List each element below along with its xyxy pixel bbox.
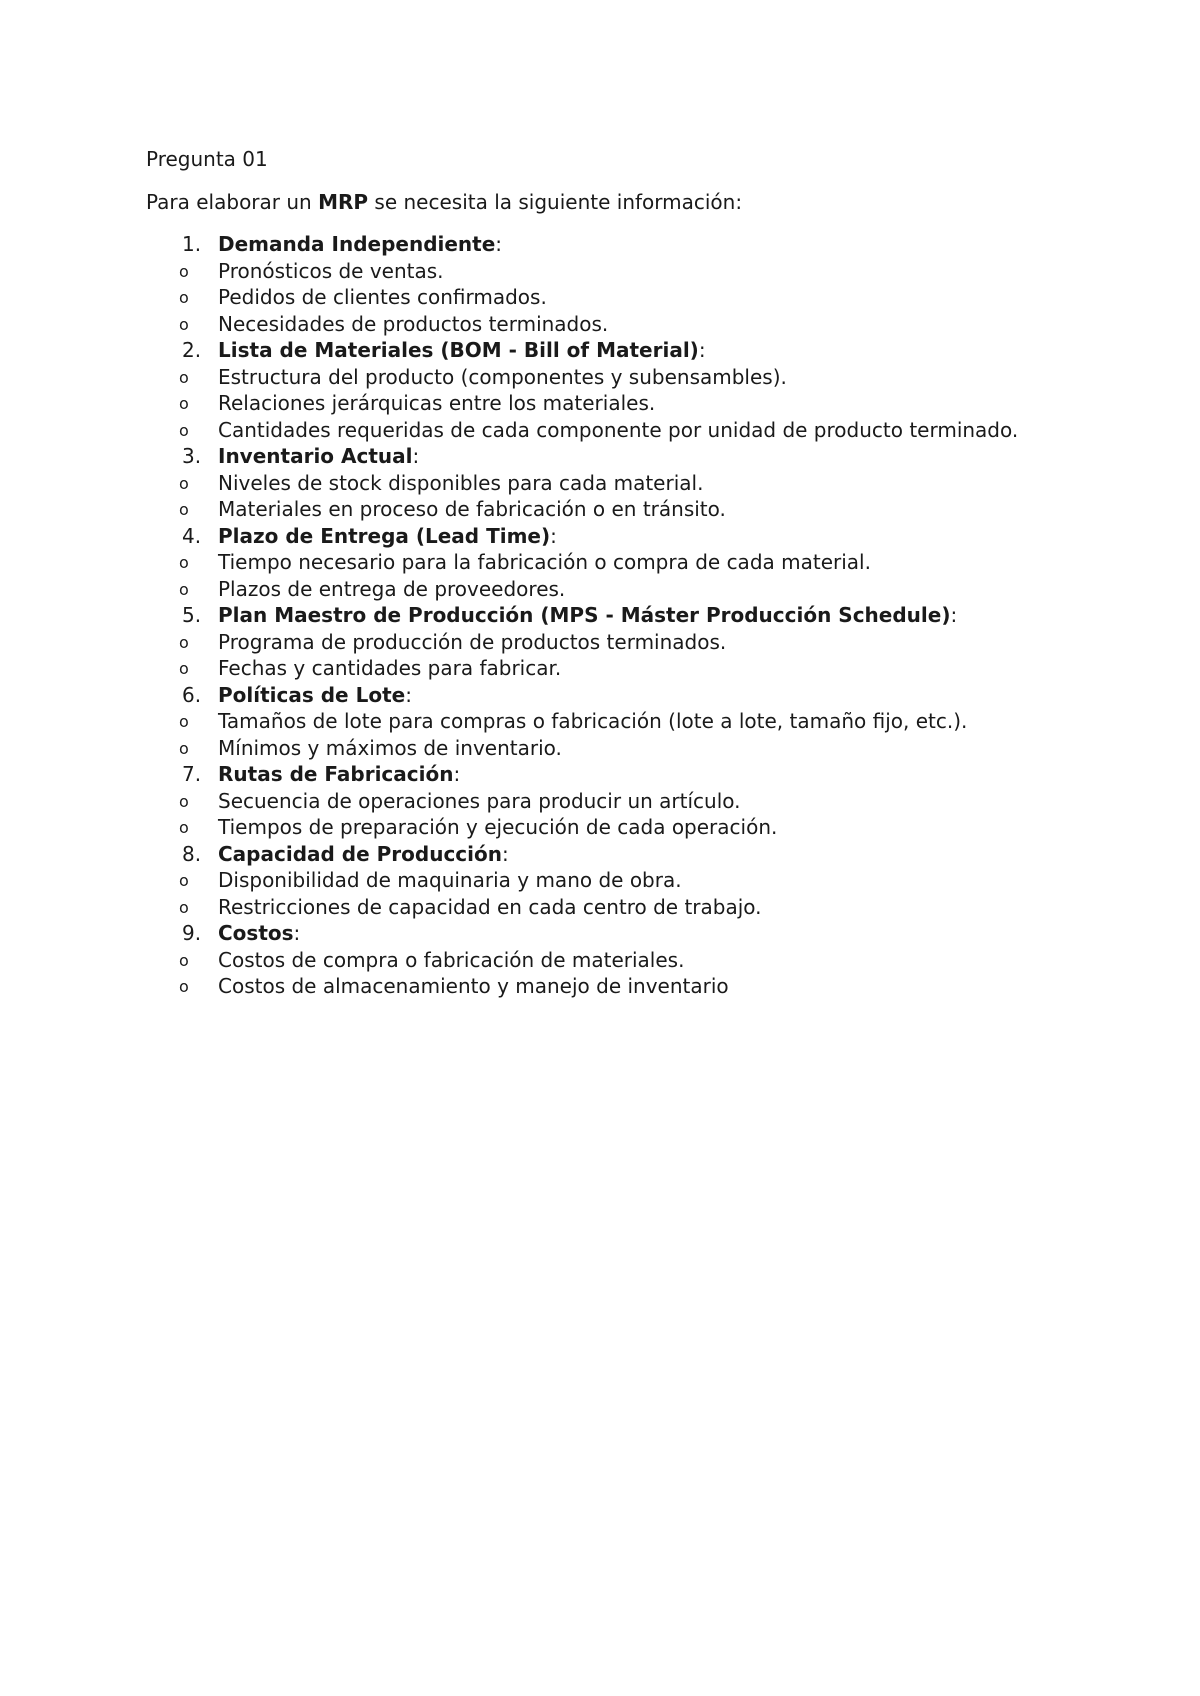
- list-item-title: Plazo de Entrega (Lead Time): [218, 523, 551, 548]
- list-item: [146, 337, 1076, 443]
- sub-list-item: [179, 258, 1076, 285]
- circle-bullet-icon: o: [179, 977, 189, 996]
- list-item-colon: :: [412, 444, 420, 468]
- list-item: [146, 761, 1076, 841]
- list-item-number: 2.: [182, 338, 202, 362]
- sub-list-item-text: Costos de compra o fabricación de materiales.: [218, 947, 685, 972]
- sub-list-item: [179, 629, 1076, 656]
- sub-list-item-text: Secuencia de operaciones para producir un artículo.: [218, 788, 741, 813]
- sub-list-item: [179, 364, 1076, 391]
- sub-list-item: [179, 549, 1076, 576]
- list-item-title: Inventario Actual: [218, 444, 413, 468]
- circle-bullet-icon: o: [179, 632, 189, 652]
- list-item-number: 8.: [182, 841, 202, 866]
- list-item-title: Políticas de Lote: [218, 682, 406, 707]
- list-item-title: Plan Maestro de Producción (MPS - Máster Producción Schedule): [218, 603, 951, 627]
- sub-list-item: [179, 735, 1076, 762]
- document-body: [146, 146, 1076, 1000]
- list-item-colon: :: [293, 921, 301, 945]
- sub-list-item: [179, 788, 1076, 815]
- sub-list: [179, 364, 1076, 444]
- intro-text-bold: MRP: [318, 189, 369, 214]
- list-item-colon: :: [698, 338, 706, 362]
- sub-list-item-text: Mínimos y máximos de inventario.: [218, 735, 562, 760]
- list-item: [146, 841, 1076, 921]
- list-item-title: Rutas de Fabricación: [218, 762, 454, 786]
- sub-list: [179, 258, 1076, 338]
- list-item-colon: :: [405, 682, 412, 707]
- list-item-colon: :: [502, 841, 509, 866]
- requirements-list: [146, 231, 1076, 1000]
- sub-list-item: [179, 894, 1076, 921]
- circle-bullet-icon: o: [179, 314, 189, 334]
- sub-list-item-text: Disponibilidad de maquinaria y mano de obra.: [218, 868, 682, 892]
- circle-bullet-icon: o: [179, 738, 189, 758]
- sub-list-item-text: Estructura del producto (componentes y subensambles).: [218, 364, 787, 389]
- circle-bullet-icon: o: [179, 394, 189, 413]
- list-item-number: 9.: [182, 921, 202, 945]
- sub-list-item-text: Restricciones de capacidad en cada centro de trabajo.: [218, 894, 762, 919]
- sub-list: [179, 708, 1076, 761]
- sub-list-item: [179, 417, 1076, 444]
- list-item: [146, 602, 1076, 682]
- sub-list-item: [179, 390, 1076, 417]
- sub-list-item: [179, 496, 1076, 523]
- list-item-number: 3.: [182, 444, 202, 468]
- sub-list-item-text: Pedidos de clientes confirmados.: [218, 285, 547, 309]
- list-item: [146, 523, 1076, 603]
- sub-list-item: [179, 284, 1076, 311]
- list-item-colon: :: [950, 603, 958, 627]
- list-item-colon: :: [550, 523, 557, 548]
- circle-bullet-icon: o: [179, 818, 189, 837]
- circle-bullet-icon: o: [179, 261, 189, 281]
- list-item-title: Capacidad de Producción: [218, 841, 502, 866]
- sub-list: [179, 788, 1076, 841]
- sub-list-item-text: Niveles de stock disponibles para cada material.: [218, 470, 704, 495]
- sub-list-item: [179, 973, 1076, 1000]
- sub-list-item-text: Tiempos de preparación y ejecución de cada operación.: [218, 815, 778, 839]
- list-item-number: 6.: [182, 682, 202, 707]
- list-item-number: 7.: [182, 762, 202, 786]
- sub-list-item-text: Relaciones jerárquicas entre los materiales.: [218, 391, 656, 415]
- list-item-number: 4.: [182, 523, 202, 548]
- intro-text-before: Para elaborar un: [146, 189, 319, 214]
- circle-bullet-icon: o: [179, 897, 189, 917]
- sub-list-item-text: Costos de almacenamiento y manejo de inventario: [218, 974, 729, 998]
- sub-list-item-text: Fechas y cantidades para fabricar.: [218, 656, 562, 680]
- sub-list: [179, 629, 1076, 682]
- circle-bullet-icon: o: [179, 288, 189, 307]
- intro-text-after: se necesita la siguiente información:: [368, 189, 743, 214]
- circle-bullet-icon: o: [179, 579, 189, 599]
- list-item-title: Demanda Independiente: [218, 232, 496, 256]
- circle-bullet-icon: o: [179, 712, 189, 731]
- sub-list-item: [179, 655, 1076, 682]
- circle-bullet-icon: o: [179, 367, 189, 387]
- sub-list-item: [179, 814, 1076, 841]
- intro-paragraph: [146, 189, 1076, 216]
- list-item: [146, 443, 1076, 523]
- sub-list-item-text: Necesidades de productos terminados.: [218, 311, 609, 336]
- circle-bullet-icon: o: [179, 659, 189, 678]
- list-item: [146, 231, 1076, 337]
- sub-list-item: [179, 470, 1076, 497]
- circle-bullet-icon: o: [179, 473, 189, 493]
- sub-list-item: [179, 867, 1076, 894]
- list-item-number: 1.: [182, 232, 202, 256]
- sub-list: [179, 549, 1076, 602]
- list-item-title: Lista de Materiales (BOM - Bill of Material): [218, 338, 699, 362]
- sub-list-item: [179, 947, 1076, 974]
- list-item-colon: :: [453, 762, 461, 786]
- list-item: [146, 920, 1076, 1000]
- sub-list-item-text: Tiempo necesario para la fabricación o compra de cada material.: [218, 550, 871, 574]
- circle-bullet-icon: o: [179, 420, 189, 440]
- circle-bullet-icon: o: [179, 500, 189, 519]
- sub-list-item-text: Pronósticos de ventas.: [218, 258, 444, 283]
- sub-list-item-text: Cantidades requeridas de cada componente por unidad de producto terminado.: [218, 417, 1019, 442]
- circle-bullet-icon: o: [179, 871, 189, 890]
- circle-bullet-icon: o: [179, 950, 189, 970]
- question-heading: Pregunta 01: [146, 147, 268, 171]
- sub-list-item: [179, 576, 1076, 603]
- sub-list: [179, 947, 1076, 1000]
- circle-bullet-icon: o: [179, 791, 189, 811]
- sub-list-item: [179, 311, 1076, 338]
- sub-list-item-text: Materiales en proceso de fabricación o en tránsito.: [218, 497, 726, 521]
- sub-list-item-text: Plazos de entrega de proveedores.: [218, 576, 566, 601]
- list-item-title: Costos: [218, 921, 294, 945]
- sub-list-item-text: Tamaños de lote para compras o fabricación (lote a lote, tamaño fijo, etc.).: [218, 709, 968, 733]
- list-item-colon: :: [495, 232, 503, 256]
- sub-list-item-text: Programa de producción de productos terminados.: [218, 629, 727, 654]
- circle-bullet-icon: o: [179, 553, 189, 572]
- sub-list: [179, 867, 1076, 920]
- sub-list: [179, 470, 1076, 523]
- list-item-number: 5.: [182, 603, 202, 627]
- list-item: [146, 682, 1076, 762]
- sub-list-item: [179, 708, 1076, 735]
